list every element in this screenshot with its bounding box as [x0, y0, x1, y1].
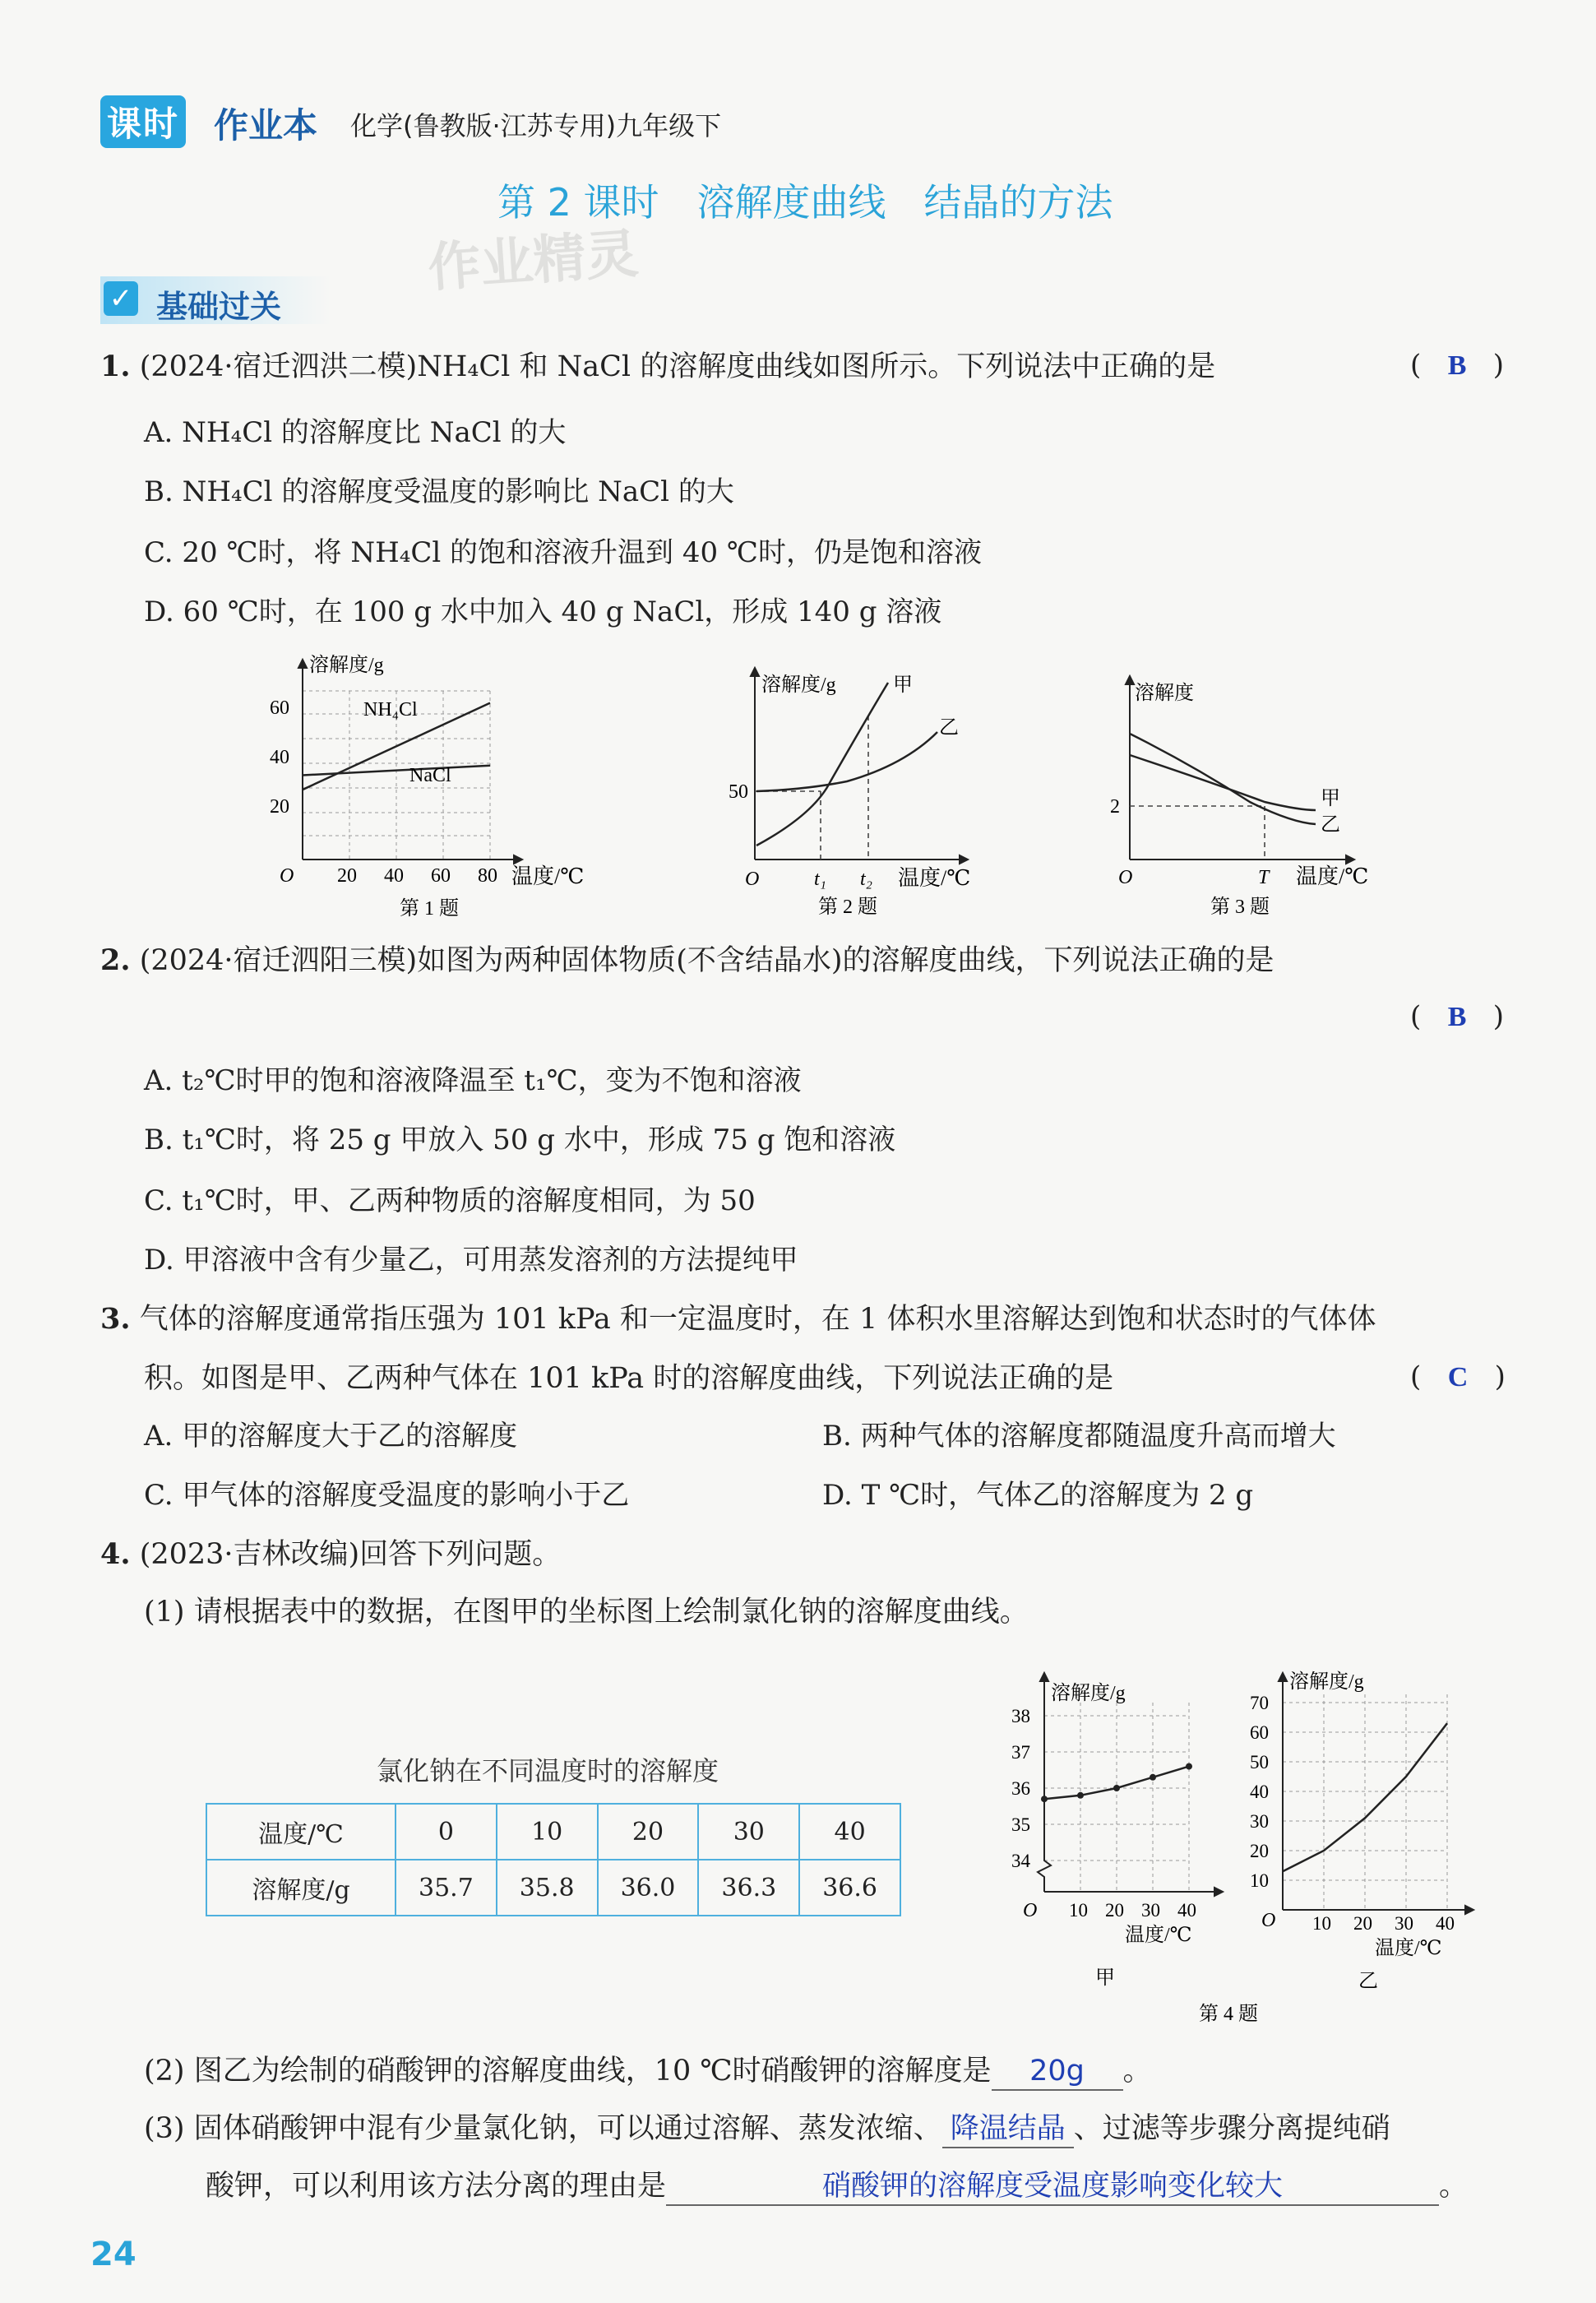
table-row-label: 溶解度/g: [206, 1860, 396, 1916]
fig4-yi-grid: [1283, 1694, 1447, 1910]
q4-stem: 4. (2023·吉林改编)回答下列问题。: [100, 1537, 562, 1571]
fig2-label-jia: 甲: [893, 674, 913, 696]
page-number: 24: [90, 2236, 136, 2273]
fig4-yi-ytick: 40: [1250, 1782, 1269, 1802]
fig4-yi-xlabel: 温度/℃: [1375, 1938, 1442, 1959]
fig3-label-yi: 乙: [1321, 814, 1340, 836]
fig1-origin: O: [280, 865, 294, 887]
q2-option-c: C. t₁℃时，甲、乙两种物质的溶解度相同，为 50: [144, 1184, 756, 1217]
section-header: [100, 276, 331, 324]
fig3-curve-yi: [1130, 734, 1316, 824]
fig3-label-jia: 甲: [1321, 788, 1340, 809]
table-cell: 30: [698, 1804, 799, 1860]
fig2-chart: [724, 666, 1003, 929]
checkbox-icon: ✓: [104, 281, 138, 316]
q3-stem-line2: 积。如图是甲、乙两种气体在 101 kPa 时的溶解度曲线，下列说法正确的是: [144, 1362, 1114, 1395]
q2-option-b: B. t₁℃时，将 25 g 甲放入 50 g 水中，形成 75 g 饱和溶液: [144, 1124, 896, 1156]
fig4-jia-ytick: 38: [1011, 1706, 1030, 1726]
fig4-yi-label: 乙: [1358, 1971, 1378, 1992]
fig3-guides: [1130, 806, 1265, 860]
fig3-chart: [1102, 674, 1398, 929]
table-cell: 36.3: [698, 1860, 799, 1916]
fig1-ytick: 60: [270, 697, 289, 719]
fig2-label-yi: 乙: [939, 717, 959, 739]
fig4-jia-xtick: 40: [1177, 1900, 1196, 1921]
fig4-yi-curve: [1283, 1723, 1447, 1871]
fig1-xlabel: 温度/℃: [511, 864, 585, 888]
fig2-axes: [751, 668, 968, 864]
fig1-label-nh4cl: NH₄Cl: [363, 699, 418, 721]
fig4-jia-point: [1150, 1774, 1156, 1781]
fig2-t1: t₁: [814, 869, 827, 890]
fig1-xtick: 80: [478, 865, 497, 887]
section-title: 基础过关: [156, 289, 282, 325]
q4-part3-answer1: 降温结晶: [950, 2112, 1066, 2145]
q2-option-d: D. 甲溶液中含有少量乙，可用蒸发溶剂的方法提纯甲: [144, 1244, 798, 1277]
fig2-caption: 第 2 题: [818, 897, 877, 918]
fig4-yi-ylabel: 溶解度/g: [1289, 1671, 1364, 1693]
table-cell: 35.8: [497, 1860, 598, 1916]
q1-option-a: A. NH₄Cl 的溶解度比 NaCl 的大: [144, 416, 567, 449]
table-row: [206, 1860, 900, 1916]
header: [100, 92, 840, 145]
fig4-jia-label: 甲: [1095, 1967, 1115, 1989]
fig4-jia-ytick: 34: [1011, 1851, 1030, 1871]
fig4-yi-axes: [1279, 1673, 1473, 1914]
table-cell: 35.7: [396, 1860, 497, 1916]
fig4-jia-ylabel: 溶解度/g: [1051, 1683, 1126, 1704]
fig4-yi-xtick: 10: [1312, 1913, 1331, 1934]
fig3-xlabel: 温度/℃: [1296, 864, 1369, 888]
table-cell: 40: [799, 1804, 900, 1860]
q4-part2-answer: 20g: [1029, 2055, 1085, 2088]
fig4-yi-xtick: 20: [1353, 1913, 1372, 1934]
q2-option-a: A. t₂℃时甲的饱和溶液降温至 t₁℃，变为不饱和溶液: [144, 1064, 802, 1097]
fig3-y2: 2: [1110, 796, 1120, 818]
fig4-yi-ytick: 20: [1250, 1841, 1269, 1861]
q2-stem: 2. (2024·宿迁泗阳三模)如图为两种固体物质(不含结晶水)的溶解度曲线，下列说法正确的是: [100, 943, 1274, 977]
q4-part3-answer2: 硝酸钾的溶解度受温度影响变化较大: [822, 2170, 1284, 2203]
q1-answer: ( B ): [1410, 349, 1505, 382]
table-row: [206, 1804, 900, 1860]
fig3-origin: O: [1118, 867, 1133, 888]
fig4-jia-xtick: 30: [1141, 1900, 1160, 1921]
fig4-jia-ytick: 36: [1011, 1778, 1030, 1799]
fig1-axes: [298, 660, 522, 864]
table-cell: 36.0: [598, 1860, 699, 1916]
fig4-jia-xlabel: 温度/℃: [1125, 1925, 1192, 1946]
table-row-label: 温度/℃: [206, 1804, 396, 1860]
table-cell: 10: [497, 1804, 598, 1860]
fig4-jia-xtick: 20: [1105, 1900, 1124, 1921]
q1-option-d: D. 60 ℃时，在 100 g 水中加入 40 g NaCl，形成 140 g 溶液: [144, 595, 942, 628]
fig2-curve-yi: [756, 732, 937, 791]
fig4-caption: 第 4 题: [1199, 2004, 1258, 2025]
fig2-origin: O: [745, 869, 760, 890]
fig1-ytick: 40: [270, 747, 289, 768]
fig1-ylabel: 溶解度/g: [309, 655, 384, 676]
q2-answer: ( B ): [1410, 1000, 1505, 1033]
subject-label: 化学(鲁教版·江苏专用)九年级下: [350, 110, 722, 141]
q3-option-c: C. 甲气体的溶解度受温度的影响小于乙: [144, 1479, 630, 1512]
fig4-yi-ytick: 30: [1250, 1811, 1269, 1832]
q3-stem-line1: 3. 气体的溶解度通常指压强为 101 kPa 和一定温度时，在 1 体积水里溶解达到饱和状态时的气体体: [100, 1302, 1376, 1336]
fig1-xtick: 60: [431, 865, 451, 887]
fig4-jia-point: [1113, 1785, 1120, 1791]
q1-option-b: B. NH₄Cl 的溶解度受温度的影响比 NaCl 的大: [144, 475, 734, 508]
fig4-jia-xtick: 10: [1069, 1900, 1088, 1921]
lesson-title: 第 2 课时 溶解度曲线 结晶的方法: [497, 180, 1113, 225]
fig4-jia-point: [1186, 1763, 1192, 1770]
fig1-label-nacl: NaCl: [409, 765, 451, 786]
table-cell: 0: [396, 1804, 497, 1860]
fig4-yi-xtick: 40: [1436, 1913, 1455, 1934]
q3-answer: ( C ): [1410, 1360, 1506, 1393]
fig1-xtick: 20: [337, 865, 357, 887]
watermark: 作业精灵: [426, 224, 641, 299]
fig2-ylabel: 溶解度/g: [761, 674, 836, 696]
fig3-curve-jia: [1130, 755, 1316, 810]
fig4-chart: [987, 1645, 1480, 2032]
table-cell: 20: [598, 1804, 699, 1860]
fig4-jia-point: [1041, 1796, 1048, 1802]
fig3-ylabel: 溶解度: [1135, 683, 1194, 704]
fig4-yi-ytick: 50: [1250, 1752, 1269, 1772]
q4-part1: (1) 请根据表中的数据，在图甲的坐标图上绘制氯化钠的溶解度曲线。: [144, 1596, 1029, 1629]
fig3-T: T: [1258, 867, 1270, 888]
q1-option-c: C. 20 ℃时，将 NH₄Cl 的饱和溶液升温到 40 ℃时，仍是饱和溶液: [144, 536, 982, 569]
fig4-yi-xtick: 30: [1395, 1913, 1413, 1934]
q3-option-d: D. T ℃时，气体乙的溶解度为 2 g: [822, 1479, 1254, 1512]
fig2-y50: 50: [729, 781, 748, 803]
q1-stem: 1. (2024·宿迁泗洪二模)NH₄Cl 和 NaCl 的溶解度曲线如图所示。下列说法中正确的是: [100, 350, 1216, 383]
q4-part2: (2) 图乙为绘制的硝酸钾的溶解度曲线，10 ℃时硝酸钾的溶解度是 20g 。: [144, 2053, 1152, 2091]
fig4-yi-ytick: 60: [1250, 1722, 1269, 1743]
fig4-yi-ytick: 10: [1250, 1870, 1269, 1891]
fig2-t2: t₂: [860, 869, 873, 890]
fig1-line-nacl: [303, 766, 490, 776]
fig4-jia-ytick: 35: [1011, 1814, 1030, 1835]
q4-part3-line2: 酸钾，可以利用该方法分离的理由是 硝酸钾的溶解度受温度影响变化较大 。: [206, 2168, 1468, 2206]
fig1-chart: [247, 650, 625, 929]
table-cell: 36.6: [799, 1860, 900, 1916]
q3-option-a: A. 甲的溶解度大于乙的溶解度: [144, 1420, 518, 1453]
table-title: 氯化钠在不同温度时的溶解度: [377, 1755, 719, 1786]
solubility-table: [206, 1803, 901, 1916]
fig4-yi-origin: O: [1261, 1910, 1276, 1931]
fig4-jia-origin: O: [1023, 1900, 1038, 1921]
fig1-caption: 第 1 题: [400, 898, 459, 920]
fig1-ytick: 20: [270, 796, 289, 818]
q3-option-b: B. 两种气体的溶解度都随温度升高而增大: [822, 1420, 1336, 1453]
fig3-caption: 第 3 题: [1210, 897, 1270, 918]
fig1-xtick: 40: [384, 865, 404, 887]
brand-logo: 课时: [100, 95, 186, 148]
q4-part3-line1: (3) 固体硝酸钾中混有少量氯化钠，可以通过溶解、蒸发浓缩、 降温结晶 、过滤等步骤分离提纯硝: [144, 2111, 1390, 2148]
brand-name: 作业本: [214, 105, 318, 146]
fig4-jia-point: [1077, 1792, 1084, 1799]
fig2-xlabel: 温度/℃: [898, 866, 971, 890]
fig4-jia-ytick: 37: [1011, 1742, 1030, 1763]
fig4-yi-ytick: 70: [1250, 1693, 1269, 1713]
